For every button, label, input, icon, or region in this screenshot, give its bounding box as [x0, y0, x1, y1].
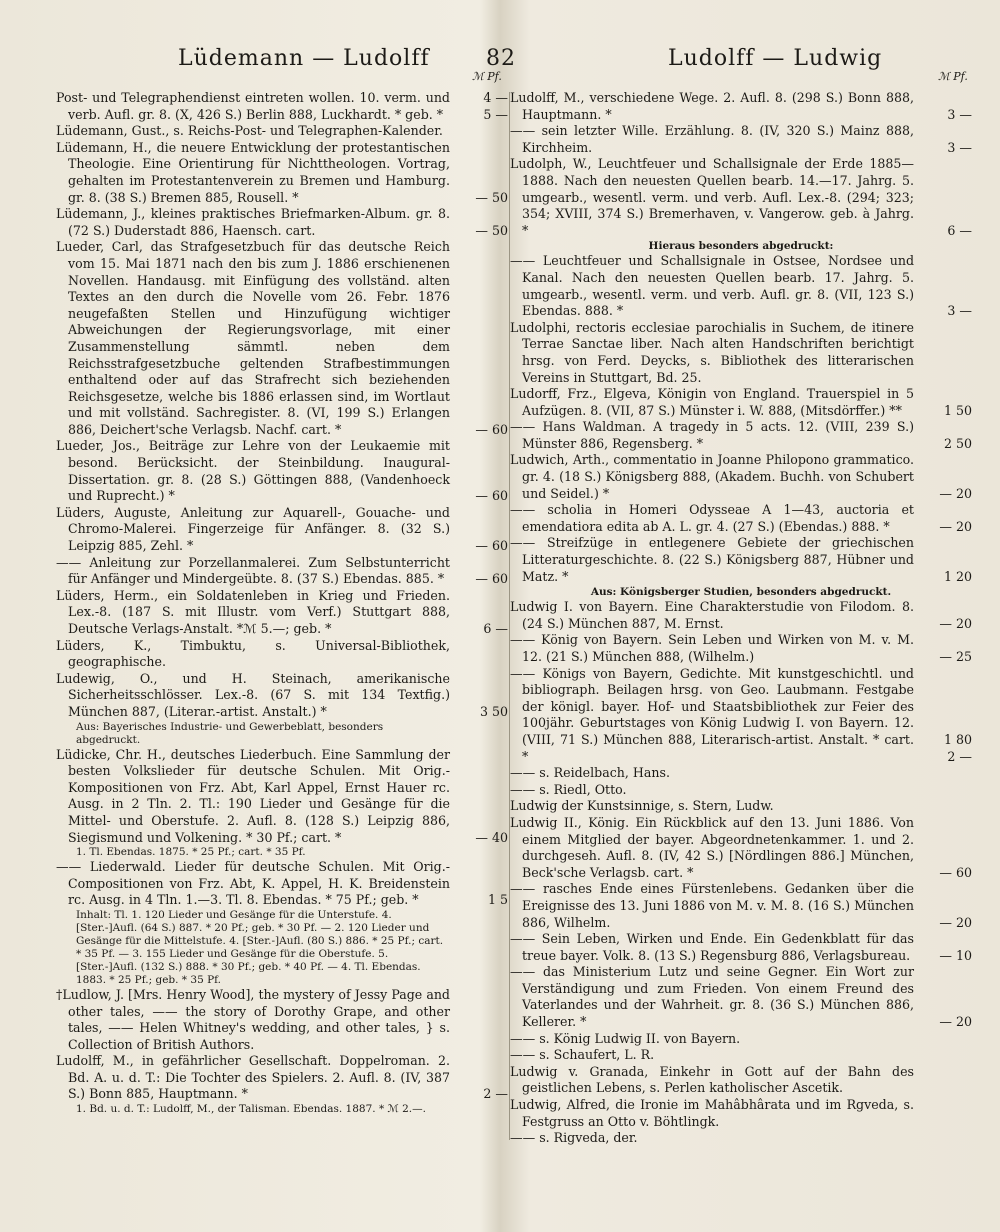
entry-price: — 20	[939, 914, 972, 930]
subheading: Hieraus besonders abgedruckt:	[648, 240, 834, 253]
entry-price: — 60	[475, 421, 508, 437]
entry-price: — 60	[475, 538, 508, 554]
entry-text: —— s. Riedl, Otto.	[510, 781, 627, 797]
entry-text: Lüders, Herm., ein Soldatenleben in Krieg und Frieden. Lex.-8. (187 S. mit Illustr. vom Verf.) Stuttgart 888, Deutsche Verlags-Anstalt. *ℳ 5.—; geb. *	[56, 587, 450, 636]
entry-text: Lüdemann, J., kleines praktisches Briefmarken-Album. gr. 8. (72 S.) Duderstadt 886, Haensch. cart.	[56, 206, 450, 238]
bibliography-entry	[56, 588, 508, 638]
entry-text: —— s. König Ludwig II. von Bayern.	[510, 1030, 741, 1046]
entry-text: —— König von Bayern. Sein Leben und Wirken von M. v. M. 12. (21 S.) München 888, (Wilhelm.)	[510, 632, 914, 664]
bibliography-entry	[510, 881, 972, 931]
entry-text: Lüders, K., Timbuktu, s. Universal-Bibliothek, geographische.	[56, 637, 450, 670]
bibliography-entry	[56, 987, 508, 1053]
entry-price: 1 5	[487, 892, 508, 908]
entry-text: —— Anleitung zur Porzellanmalerei. Zum Selbstunterricht für Anfänger und Mindergeübte. 8. (37 S.) Ebendas. 885. *	[56, 554, 450, 587]
entry-text: Ludolff, M., in gefährlicher Gesellschaft. Doppelroman. 2. Bd. A. u. d. T.: Die Tochter des Spielers. 2. Aufl. 8. (IV, 387 S.) Bonn 885, Hauptmann. *	[56, 1053, 450, 1102]
price-column-label-left: ℳ Pf.	[472, 70, 502, 83]
entry-price: 3 50	[479, 703, 508, 719]
bibliography-entry	[56, 555, 508, 588]
bibliography-entry	[56, 140, 508, 206]
bibliography-entry	[510, 599, 972, 632]
entry-text: Lueder, Carl, das Strafgesetzbuch für das deutsche Reich vom 15. Mai 1871 nach den bis zum J. 1886 erschienenen Novellen. Handausg. mit Einfügung des vollständ. alten Textes an den durch die Novelle vom 26. Febr. 1876 neugefaßten Stellen und Hinzufügung wichtiger Abweichungen der Regierungsvorlage, mit einer Zusammenstellung sämmtl. neben dem Reichsstrafgesetzbuche geltenden Strafbestimmungen enthaltend oder auf das Strafrecht sich beziehenden Reichsgesetze, welche bis 1886 erlassen sind, im Wortlaut und mit vollständ. Sachregister. 8. (VI, 199 S.) Erlangen 886, Deichert'sche Verlagsb. Nachf. cart. *	[56, 239, 450, 437]
entry-price: 1 50	[943, 402, 972, 418]
bibliography-entry	[510, 1047, 972, 1064]
bibliography-entry	[56, 438, 508, 504]
subheading: Aus: Königsberger Studien, besonders abgedruckt.	[590, 586, 892, 599]
bibliography-entry	[56, 206, 508, 239]
entry-text: Ludwig II., König. Ein Rückblick auf den 13. Juni 1886. Von einem Mitglied der bayer. Abgeordnetenkammer. 1. und 2. durchgeseh. Aufl. 8. (IV, 42 S.) [Nördlingen 886.] München, Beck'sche Verlagsb. cart. *	[510, 814, 914, 880]
entry-text: —— s. Schaufert, L. R.	[510, 1047, 655, 1063]
bibliography-entry	[56, 90, 508, 123]
entry-text: —— rasches Ende eines Fürstenlebens. Gedanken über die Ereignisse des 13. Juni 1886 von M. v. M. 8. (16 S.) München 886, Wilhelm.	[510, 881, 914, 930]
entry-note: Inhalt: Tl. 1. 120 Lieder und Gesänge für die Unterstufe. 4. [Ster.-]Aufl. (64 S.) 887. * 20 Pf.; geb. * 30 Pf. — 2. 120 Lieder und Gesänge für die Mittelstufe. 4. [Ster.-]Aufl. (80 S.) 886. * 25 Pf.; cart. * 35 Pf. — 3. 155 Lieder und Gesänge für die Oberstufe. 5. [Ster.-]Aufl. (132 S.) 888. * 30 Pf.; geb. * 40 Pf. — 4. Tl. Ebendas. 1883. * 25 Pf.; geb. * 35 Pf.	[76, 908, 444, 986]
entry-price: — 60	[475, 571, 508, 587]
bibliography-entry	[56, 123, 508, 140]
entry-text: —— Streifzüge in entlegenere Gebiete der griechischen Litteraturgeschichte. 8. (22 S.) Königsberg 887, Hübner und Matz. *	[510, 535, 914, 584]
page-number: 82	[486, 46, 516, 71]
entry-note: 1. Tl. Ebendas. 1875. * 25 Pf.; cart. * 35 Pf.	[76, 846, 306, 859]
bibliography-entry	[56, 505, 508, 555]
entry-price: — 20	[939, 1014, 972, 1030]
entry-text: Lueder, Jos., Beiträge zur Lehre von der Leukaemie mit besond. Berücksicht. der Steinbildung. Inaugural-Dissertation. gr. 8. (28 S.) Göttingen 888, (Vandenhoeck und Ruprecht.) *	[56, 438, 450, 504]
bibliography-entry	[510, 1031, 972, 1048]
entry-price: 3 —	[947, 303, 972, 319]
bibliography-entry	[510, 320, 972, 386]
bibliography-entry	[510, 1064, 972, 1097]
bibliography-entry	[510, 90, 972, 123]
entry-price: — 60	[475, 488, 508, 504]
entry-price: — 50	[475, 222, 508, 238]
entry-price: 4 — 5 —	[483, 90, 508, 122]
bibliography-entry	[56, 859, 508, 909]
entry-text: —— s. Reidelbach, Hans.	[510, 765, 670, 781]
bibliography-entry	[56, 638, 508, 671]
bibliography-entry	[510, 931, 972, 964]
price-column-label-right: ℳ Pf.	[938, 70, 968, 83]
bibliography-entry	[510, 535, 972, 585]
bibliography-entry	[510, 1130, 972, 1147]
bibliography-entry	[510, 419, 972, 452]
entry-text: —— Sein Leben, Wirken und Ende. Ein Gedenkblatt für das treue bayer. Volk. 8. (13 S.) Regensburg 886, Verlagsbureau.	[510, 931, 914, 963]
entry-price: 6 —	[947, 222, 972, 238]
entry-text: —— scholia in Homeri Odysseae A 1—43, auctoria et emendatiora edita ab A. L. gr. 4. (27 S.) (Ebendas.) 888. *	[510, 502, 914, 534]
entry-text: Lüders, Auguste, Anleitung zur Aquarell-, Gouache- und Chromo-Malerei. Fingerzeige für Anfänger. 8. (32 S.) Leipzig 885, Zehl. *	[56, 504, 450, 554]
bibliography-entry	[510, 782, 972, 799]
entry-text: Ludorff, Frz., Elgeva, Königin von England. Trauerspiel in 5 Aufzügen. 8. (VII, 87 S.) Münster i. W. 888, (Mitsdörffer.) **	[510, 386, 914, 418]
entry-price: — 50	[475, 189, 508, 205]
bibliography-entry	[510, 765, 972, 782]
bibliography-entry	[510, 452, 972, 502]
entry-price: — 60	[939, 864, 972, 880]
entry-note: Aus: Bayerisches Industrie- und Gewerbeblatt, besonders abgedruckt.	[76, 720, 384, 746]
entry-text: —— das Ministerium Lutz und seine Gegner. Ein Wort zur Verständigung und zum Frieden. Von einem Freund des Vaterlandes und der Wahrheit. gr. 8. (36 S.) München 886, Kellerer. *	[510, 964, 914, 1030]
entry-text: Ludwig I. von Bayern. Eine Charakterstudie von Filodom. 8. (24 S.) München 887, M. Ernst.	[510, 599, 914, 631]
entry-text: —— Leuchtfeuer und Schallsignale in Ostsee, Nordsee und Kanal. Nach den neuesten Quellen bearb. 17. Jahrg. 5. umgearb., wesentl. verm. und verb. Aufl. gr. 8. (VII, 123 S.) Ebendas. 888. *	[510, 253, 914, 319]
entry-text: —— sein letzter Wille. Erzählung. 8. (IV, 320 S.) Mainz 888, Kirchheim.	[510, 123, 914, 155]
entry-text: Ludwig, Alfred, die Ironie im Mahâbhârata und im Rgveda, s. Festgruss an Otto v. Böhtlingk.	[510, 1097, 914, 1129]
entry-text: Ludolff, M., verschiedene Wege. 2. Aufl. 8. (298 S.) Bonn 888, Hauptmann. *	[510, 90, 914, 122]
entry-text: —— Liederwald. Lieder für deutsche Schulen. Mit Orig.-Compositionen von Frz. Abt, K. Appel, H. K. Breidenstein rc. Ausg. in 4 Tln. 1.—3. Tl. 8. Ebendas. * 75 Pf.; geb. *	[56, 859, 450, 908]
bibliography-entry	[510, 253, 972, 319]
entry-price: — 20	[939, 615, 972, 631]
right-column	[510, 90, 972, 1150]
bibliography-entry	[510, 798, 972, 815]
header-left: Lüdemann — Ludolff	[178, 46, 430, 71]
entry-price: 1 20	[943, 568, 972, 584]
bibliography-entry	[510, 666, 972, 766]
entry-text: —— s. Rigveda, der.	[510, 1130, 638, 1146]
bibliography-entry	[510, 123, 972, 156]
entry-note: 1. Bd. u. d. T.: Ludolff, M., der Talisman. Ebendas. 1887. * ℳ 2.—.	[76, 1103, 426, 1116]
entry-text: Lüdemann, Gust., s. Reichs-Post- und Telegraphen-Kalender.	[56, 123, 443, 139]
left-column	[56, 90, 508, 1150]
entry-price: — 10	[939, 947, 972, 963]
entry-text: Ludwich, Arth., commentatio in Joanne Philopono grammatico. gr. 4. (18 S.) Königsberg 888, (Akadem. Buchh. von Schubert und Seidel.) *	[510, 452, 914, 501]
header-right: Ludolff — Ludwig	[668, 46, 883, 71]
bibliography-entry	[510, 815, 972, 881]
entry-price: 2 50	[943, 435, 972, 451]
entry-text: Ludolphi, rectoris ecclesiae parochialis in Suchem, de itinere Terrae Sanctae liber. Nach alten Handschriften berichtigt hrsg. von Ferd. Deycks, s. Bibliothek des litterarischen Vereins in Stuttgart, Bd. 25.	[510, 319, 914, 385]
bibliography-entry	[56, 747, 508, 847]
bibliography-entry	[510, 156, 972, 239]
bibliography-entry	[56, 1053, 508, 1103]
entry-text: Post- und Telegraphendienst eintreten wollen. 10. verm. und verb. Aufl. gr. 8. (X, 426 S.) Berlin 888, Luckhardt. * geb. *	[56, 90, 450, 122]
entry-price: — 25	[939, 649, 972, 664]
entry-text: —— Hans Waldman. A tragedy in 5 acts. 12. (VIII, 239 S.) Münster 886, Regensberg. *	[510, 419, 914, 451]
entry-price: 6 —	[483, 621, 508, 636]
entry-text: †Ludlow, J. [Mrs. Henry Wood], the mystery of Jessy Page and other tales, —— the story of Dorothy Grape, and other tales, —— Helen Whitney's wedding, and other tales, } s. Collection of British Authors.	[56, 986, 450, 1052]
bibliography-entry	[510, 632, 972, 665]
entry-price: — 20	[939, 485, 972, 501]
entry-text: —— Königs von Bayern, Gedichte. Mit kunstgeschichtl. und bibliograph. Beilagen hrsg. von Geo. Laubmann. Festgabe der königl. bayer. Hof- und Staatsbibliothek zur Feier des 100jähr. Geburtstages von König Ludwig I. von Bayern. 12. (VIII, 71 S.) München 888, Literarisch-artist. Anstalt. * cart. *	[510, 665, 914, 764]
entry-text: Ludwig der Kunstsinnige, s. Stern, Ludw.	[510, 798, 774, 814]
bibliography-entry	[510, 964, 972, 1030]
entry-text: Ludolph, W., Leuchtfeuer und Schallsignale der Erde 1885—1888. Nach den neuesten Quellen bearb. 14.—17. Jahrg. 5. umgearb., wesentl. verm. und verb. Aufl. Lex.-8. (294; 323; 354; XVIII, 374 S.) Bremerhaven, v. Vangerow. geb. à Jahrg. *	[510, 156, 914, 238]
bibliography-entry	[510, 502, 972, 535]
entry-price: 2 —	[483, 1086, 508, 1102]
entry-text: Lüdicke, Chr. H., deutsches Liederbuch. Eine Sammlung der besten Volkslieder für deutsche Schulen. Mit Orig.-Kompositionen von Frz. Abt, Karl Appel, Ernst Hauer rc. Ausg. in 2 Tln. 2. Tl.: 190 Lieder und Gesänge für die Mittel- und Oberstufe. 2. Aufl. 8. (128 S.) Leipzig 886, Siegismund und Volkening. * 30 Pf.; cart. *	[56, 746, 450, 845]
entry-text: Lüdemann, H., die neuere Entwicklung der protestantischen Theologie. Eine Orientirung für Nichttheologen. Vortrag, gehalten im Protestantenverein zu Bremen und Hamburg. gr. 8. (38 S.) Bremen 885, Rousell. *	[56, 139, 450, 205]
entry-price: 3 —	[947, 106, 972, 122]
bibliography-entry	[56, 671, 508, 721]
bibliography-entry	[510, 386, 972, 419]
entry-price: 3 —	[947, 139, 972, 155]
bibliography-entry	[56, 239, 508, 438]
entry-price: — 40	[475, 829, 508, 845]
entry-price: — 20	[939, 518, 972, 534]
bibliography-entry	[510, 1097, 972, 1130]
entry-text: Ludwig v. Granada, Einkehr in Gott auf der Bahn des geistlichen Lebens, s. Perlen katholischer Ascetik.	[510, 1063, 914, 1096]
entry-text: Ludewig, O., und H. Steinach, amerikanische Sicherheitsschlösser. Lex.-8. (67 S. mit 134 Textfig.) München 887, (Literar.-artist. Anstalt.) *	[56, 670, 450, 719]
entry-price: 1 80 2 —	[943, 731, 972, 764]
